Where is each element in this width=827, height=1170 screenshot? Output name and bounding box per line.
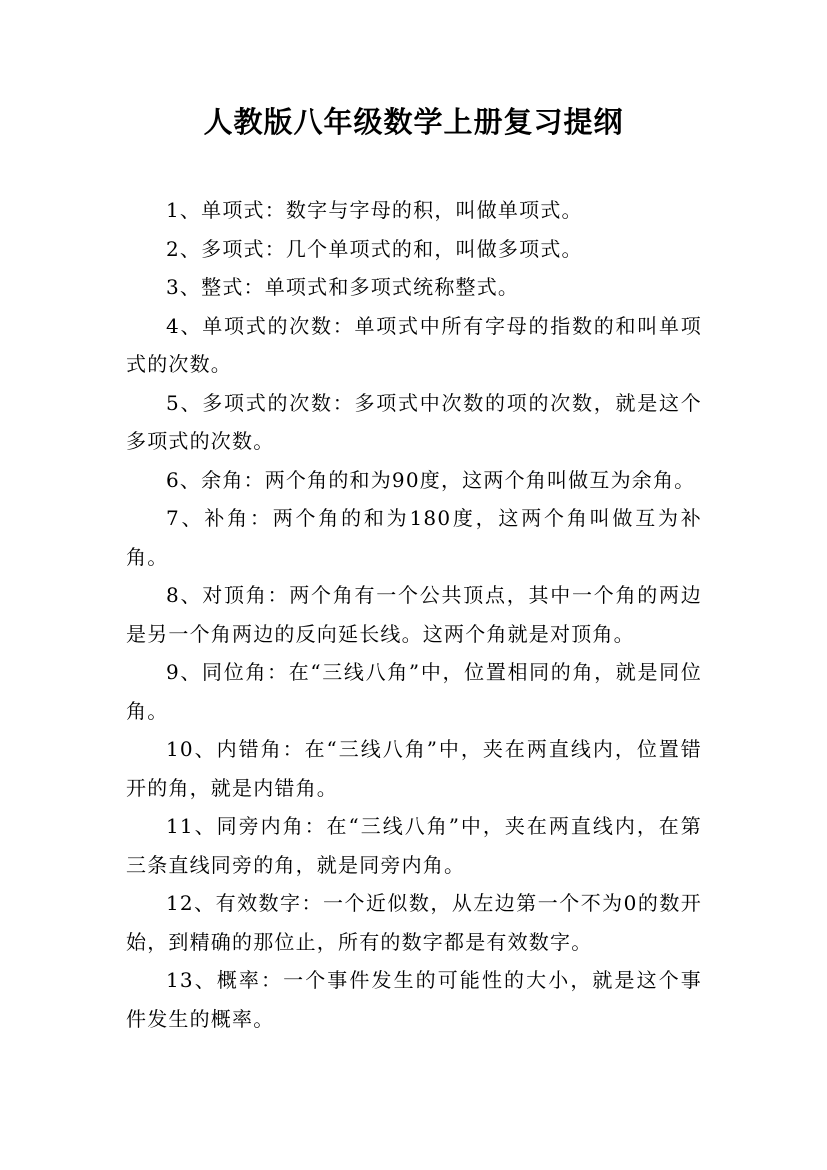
paragraph-3: 3、整式：单项式和多项式统称整式。	[166, 275, 520, 299]
document-body	[126, 191, 702, 1038]
paragraph-2: 2、多项式：几个单项式的和，叫做多项式。	[166, 236, 583, 261]
paragraph-11: 11、同旁内角：在“三线八角”中，夹在两直线内，在第三条直线同旁的角，就是同旁内角。	[126, 814, 702, 877]
paragraph-5: 5、多项式的次数：多项式中次数的项的次数，就是这个多项式的次数。	[126, 390, 702, 453]
paragraph-12: 12、有效数字：一个近似数，从左边第一个不为0的数开始，到精确的那位止，所有的数字都是有效数字。	[126, 891, 702, 954]
paragraph-9: 9、同位角：在“三线八角”中，位置相同的角，就是同位角。	[126, 660, 702, 723]
document-title: 人教版八年级数学上册复习提纲	[203, 105, 624, 139]
paragraph-8: 8、对顶角：两个角有一个公共顶点，其中一个角的两边是另一个角两边的反向延长线。这两个角就是对顶角。	[126, 583, 702, 646]
paragraph-6: 6、余角：两个角的和为90度，这两个角叫做互为余角。	[166, 467, 696, 492]
paragraph-13: 13、概率：一个事件发生的可能性的大小，就是这个事件发生的概率。	[126, 968, 702, 1031]
paragraph-10: 10、内错角：在“三线八角”中，夹在两直线内，位置错开的角，就是内错角。	[126, 737, 702, 800]
paragraph-1: 1、单项式：数字与字母的积，叫做单项式。	[166, 198, 583, 222]
paragraph-4: 4、单项式的次数：单项式中所有字母的指数的和叫单项式的次数。	[126, 313, 702, 376]
paragraph-7: 7、补角：两个角的和为180度，这两个角叫做互为补角。	[126, 506, 702, 569]
